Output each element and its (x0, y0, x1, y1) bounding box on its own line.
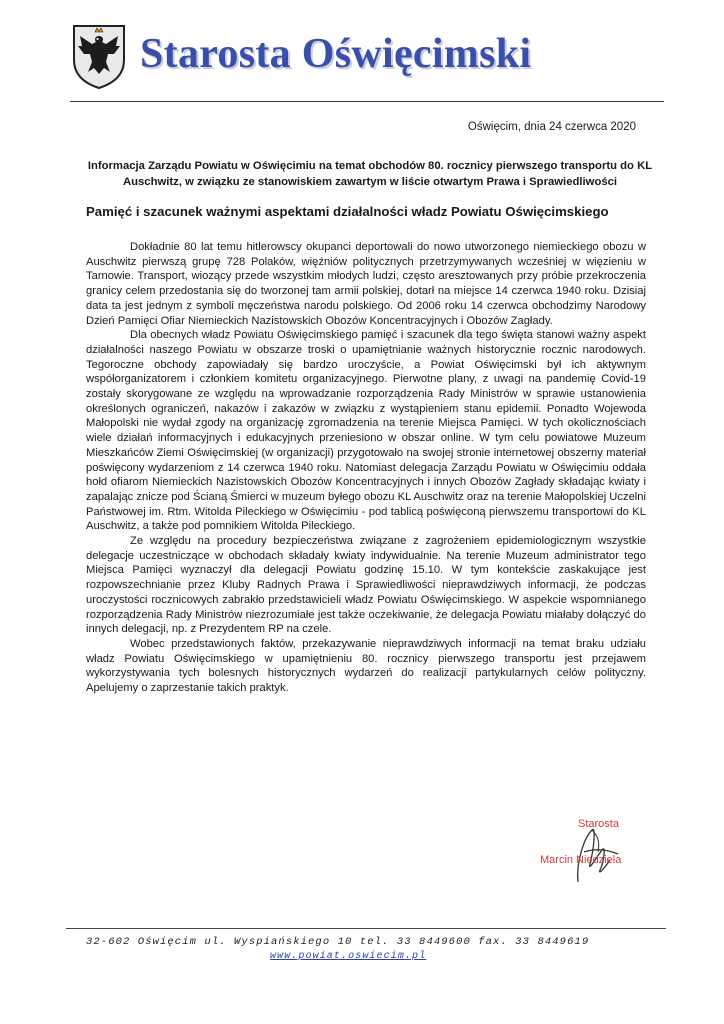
header-divider (70, 101, 664, 102)
body-text (86, 240, 646, 696)
letterhead (70, 22, 670, 92)
paragraph: Ze względu na procedury bezpieczeństwa związane z zagrożeniem epidemiologicznym wszystkie delegacje uczestniczące w obchodach składały kwiaty indywidualnie. Na terenie Muzeum administrator tego Miejsca Pamięci wyznaczył dla delegacji Powiatu godzinę 15.10. W tym kontekście zaskakujące jest rozpowszechnianie przez Kluby Radnych Prawa i Sprawiedliwości nieprawdziwych informacji, że podczas uroczystości rocznicowych zabrakło przedstawicieli władz Powiatu Oświęcimskiego. W aspekcie wspomnianego rozporządzenia Rady Ministrów niezrozumiałe jest także oczekiwanie, że delegacja Powiatu miałaby dołączyć do innych delegacji, np. z Prezydentem RP na czele. (86, 535, 646, 636)
coat-of-arms-eagle-icon (70, 22, 128, 90)
paragraph: Wobec przedstawionych faktów, przekazywanie nieprawdziwych informacji na temat braku udziału władz Powiatu Oświęcimskiego w upamiętnieniu 80. rocznicy pierwszego transportu jest przejawem wykorzystywania tych bolesnych historycznych wydarzeń do realizacji partykularnych celów polityczny. Apelujemy o zaprzestanie takich praktyk. (86, 637, 646, 695)
signatory-name: Marcin Niedziela (540, 854, 622, 866)
signatory-title: Starosta (578, 818, 619, 830)
signature-block (530, 812, 670, 892)
information-heading: Informacja Zarządu Powiatu w Oświęcimiu na temat obchodów 80. rocznicy pierwszego transportu do KL Auschwitz, w związku ze stanowiskiem zawartym w liście otwartym Prawa i Sprawiedliwości (87, 160, 653, 188)
document-date: Oświęcim, dnia 24 czerwca 2020 (467, 121, 636, 133)
footer-address: 32-602 Oświęcim ul. Wyspiańskiego 10 tel. 33 8449600 fax. 33 8449619 (86, 936, 590, 948)
paragraph: Dokładnie 80 lat temu hitlerowscy okupanci deportowali do nowo utworzonego niemieckiego obozu w Auschwitz pierwszą grupę 728 Polaków, więźniów politycznych przetrzymywanych wcześniej w więzieniu w Tarnowie. Transport, wiozący przede wszystkim młodych ludzi, często aresztowanych przy próbie przekroczenia granicy celem przedostania się do tworzonej tam armii polskiej, dotarł na miejsce 14 czerwca 1940 roku. Dzisiaj data ta jest jednym z symboli męczeństwa narodu polskiego. Od 2006 roku 14 czerwca obchodzimy Narodowy Dzień Pamięci Ofiar Niemieckich Nazistowskich Obozów Koncentracyjnych i Obozów Zagłady. (86, 241, 646, 327)
organization-name: Starosta Oświęcimski (140, 31, 532, 77)
paragraph: Dla obecnych władz Powiatu Oświęcimskiego pamięć i szacunek dla tego święta stanowi ważny aspekt działalności naszego Powiatu w obszarze troski o upamiętnianie ważnych historycznie rocznic narodowych. Tegoroczne obchody zapowiadały się bardzo uroczyście, a Powiat Oświęcimski był ich aktywnym współorganizatorem i członkiem komitetu organizacyjnego. Pierwotne plany, z uwagi na pandemię Covid-19 zostały skorygowane ze względu na wprowadzanie rozporządzenia Rady Ministrów w sprawie ustanowienia określonych ograniczeń, nakazów i zakazów w związku z wystąpieniem stanu epidemii. Ponadto Wojewoda Małopolski nie wydał zgody na organizację zgromadzenia na terenie Miejsca Pamięci. W tych okolicznościach wiele działań informacyjnych i edukacyjnych przeniesiono w obszar online. W tym celu powiatowe Muzeum Mieszkańców Ziemi Oświęcimskiej (w organizacji) przygotowało na swojej stronie internetowej obszerny materiał poświęcony wydarzeniom z 14 czerwca 1940 roku. Natomiast delegacja Zarządu Powiatu w Oświęcimiu oddała hołd ofiarom Niemieckich Nazistowskich Obozów Koncentracyjnych i innych Obozów Zagłady składając kwiaty i zapalając znicze pod Ścianą Śmierci w muzeum byłego obozu KL Auschwitz oraz na terenie Małopolskiej Uczelni Państwowej im. Rtm. Witolda Pileckiego w Oświęcimiu - pod tablicą poświęconą pierwszemu transportowi do KL Auschwitz, a także pod pomnikiem Witolda Pileckiego. (86, 329, 646, 533)
footer-divider (66, 928, 666, 929)
website-link[interactable]: www.powiat.oswiecim.pl (270, 951, 427, 962)
main-heading: Pamięć i szacunek ważnymi aspektami działalności władz Powiatu Oświęcimskiego (86, 204, 609, 219)
